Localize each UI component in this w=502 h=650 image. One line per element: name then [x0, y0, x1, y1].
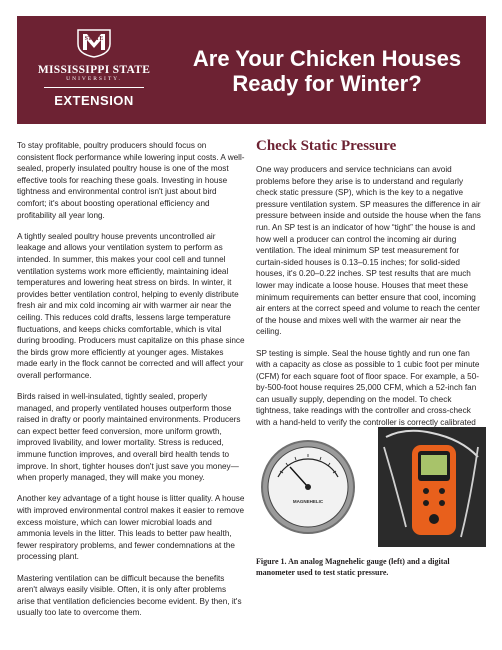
- paragraph: One way producers and service technicians can avoid problems before they arise is to understand and regularly check static pressure (SP), which is the key to a negative pressure ventilation system. SP measures the difference in air pressure between inside and outside the house when the fans run. An SP test is an indicator of how “tight” the house is and how well a producer can control the incoming air during ventilation. The ideal minimum SP test measurement for curtain-sided houses is 0.13–0.15 inches; for solid-sided houses, it's 0.20–0.22 inches. SP test results that are much lower may indicate a loose house. Houses that meet these minimum requirements can better ensure that cool, incoming air enters at the correct speed and volume to reach the center of the house and mixes well with the warmer air near the ceiling.: [256, 165, 481, 337]
- figure-caption: Figure 1. An analog Magnehelic gauge (left) and a digital manometer used to test static pressure.: [256, 557, 450, 577]
- figure-1-photo: [256, 427, 486, 547]
- logo-divider: [44, 87, 144, 88]
- svg-text:STATE: STATE: [84, 36, 104, 42]
- title-line-1: Are Your Chicken Houses: [192, 46, 462, 71]
- left-column: [17, 140, 245, 629]
- university-word: UNIVERSITY.: [66, 76, 122, 82]
- digital-manometer-image: [378, 427, 486, 547]
- paragraph: Another key advantage of a tight house is litter quality. A house with improved environmental control makes it easier to remove excess moisture, which can lower microbial loads and ammonia levels in the litter. This leads to better paw health, fewer respiratory problems, and fewer condemnations at the processing plant.: [17, 494, 245, 562]
- paragraph: Mastering ventilation can be difficult because the benefits aren't always easily visible. Often, it is only after problems arise that ventilation deficiencies become evident. By then, it's usually too late to overcome them.: [17, 573, 242, 618]
- university-name: MISSISSIPPI STATE: [37, 64, 151, 76]
- header-banner: [17, 16, 486, 124]
- msu-shield-icon: [74, 28, 114, 58]
- page-title: [177, 46, 477, 96]
- title-line-2: Ready for Winter?: [232, 71, 422, 96]
- right-column: [256, 137, 486, 450]
- paragraph: Birds raised in well-insulated, tightly sealed, properly managed, and properly ventilated houses outperform those raised in drafty or poorly maintained environments. Producers can expect better feed conversion, more uniform growth, improved livability, and lower mortality. Stress is reduced, immune function improves, and overall bird health tends to improve. In short, tighter houses don't just save you money—when properly managed, they will make you money.: [17, 392, 241, 483]
- paragraph: To stay profitable, poultry producers should focus on consistent flock performance while lowering input costs. A well-sealed, properly insulated poultry house is one of the most effective tools for reaching these goals. Investing in house tightness and environmental control isn't just about bird comfort; it's about boosting operational efficiency and profitability all year long.: [17, 141, 245, 220]
- msu-extension-logo: [31, 28, 157, 116]
- paragraph: SP testing is simple. Seal the house tightly and run one fan with a capacity as close as possible to 1 cubic foot per minute (CFM) for each square foot of floor space. For example, a 50-by-500-foot house requires 25,000 CFM, which a 52-inch fan can usually supply, depending on the model. To check tightness, take readings with the controller and cross-check with a hand-held to verify the controller is correctly calibrated: [256, 348, 480, 428]
- svg-text:MAGNEHELIC: MAGNEHELIC: [292, 499, 324, 504]
- extension-label: EXTENSION: [54, 93, 134, 108]
- magnehelic-gauge-image: [262, 441, 354, 533]
- section-heading: Check Static Pressure: [256, 138, 397, 154]
- paragraph: A tightly sealed poultry house prevents uncontrolled air leakage and allows your ventilation system to perform as intended. In summer, this makes your cool cell and tunnel ventilation systems work more efficiently, maintaining ideal temperatures and lowering heat stress on birds. In winter, it provides better ventilation control, helping to evenly distribute fresh air and mix cold incoming air with warmer air near the ceiling. This reduces cold drafts, lessens large temperature fluctuations, and keeps chicks comfortable, which is vital during brooding. Producers must capitalize on this phase since the birds grow more efficiently at younger ages. Mistakes made early in the flock cannot be corrected and will affect your overall performance.: [17, 231, 245, 380]
